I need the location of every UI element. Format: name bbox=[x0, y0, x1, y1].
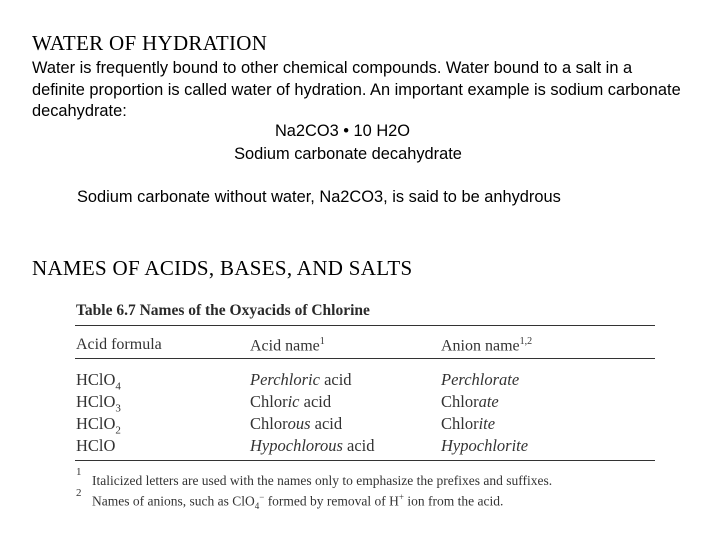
hydration-paragraph: Water is frequently bound to other chemical compounds. Water bound to a salt in a definite proportion is called water of hydration. An important example is sodium carbonate decahydrate: bbox=[32, 59, 681, 120]
footnote-2-text: Names of anions, such as ClO$_4$− formed by removal of H+ ion from the acid. bbox=[92, 492, 504, 512]
footnote-2-number: 2 bbox=[76, 487, 82, 499]
section-title-water-of-hydration: WATER OF HYDRATION bbox=[32, 31, 268, 55]
table-row-formula: HClO$_3$ bbox=[76, 392, 121, 415]
table-row-acid-name: Chlorous acid bbox=[250, 414, 343, 433]
header-acid-name: Acid name$^1$ bbox=[250, 336, 325, 355]
table-row-anion-name: Perchlorate bbox=[441, 370, 520, 389]
table-row-formula: HClO$_2$ bbox=[76, 414, 121, 437]
decahydrate-name: Sodium carbonate decahydrate bbox=[234, 145, 462, 163]
table-row-acid-name: Chloric acid bbox=[250, 392, 332, 411]
decahydrate-formula: Na2CO3 • 10 H2O bbox=[274, 122, 411, 140]
table-row-formula: HClO bbox=[76, 436, 116, 455]
anhydrous-note: Sodium carbonate without water, Na2CO3, is said to be anhydrous bbox=[77, 188, 561, 206]
header-acid-formula: Acid formula bbox=[76, 336, 162, 353]
table-row-formula: HClO$_4$ bbox=[76, 370, 121, 393]
table-caption: Table 6.7 Names of the Oxyacids of Chlorine bbox=[76, 302, 370, 319]
table-row-anion-name: Hypochlorite bbox=[441, 436, 529, 455]
table-bottom-rule bbox=[75, 460, 655, 461]
table-row-anion-name: Chlorite bbox=[441, 414, 496, 433]
header-bottom-rule bbox=[75, 358, 655, 359]
table-row-acid-name: Hypochlorous acid bbox=[250, 436, 375, 455]
table-row-anion-name: Chlorate bbox=[441, 392, 499, 411]
section-title-acids-bases-salts: NAMES OF ACIDS, BASES, AND SALTS bbox=[32, 256, 413, 280]
header-anion-name: Anion name$^{1,2}$ bbox=[441, 336, 533, 355]
table-top-rule bbox=[75, 325, 655, 326]
footnote-1-text: Italicized letters are used with the names only to emphasize the prefixes and suffixes. bbox=[92, 473, 553, 488]
table-row-acid-name: Perchloric acid bbox=[250, 370, 352, 389]
footnote-1-number: 1 bbox=[76, 466, 82, 478]
